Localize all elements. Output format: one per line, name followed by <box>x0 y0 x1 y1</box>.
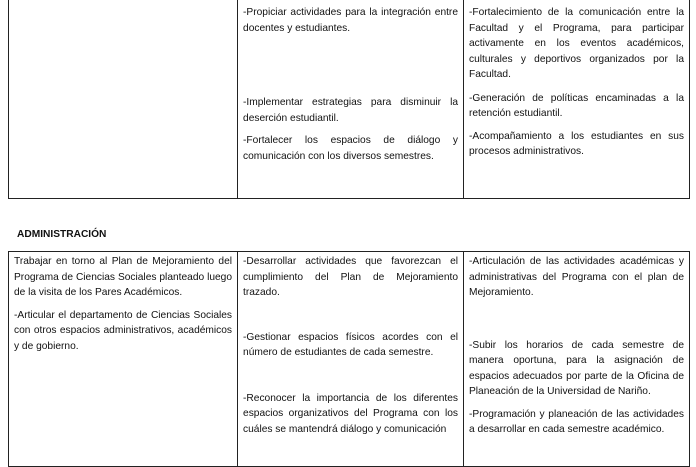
table-cell-strategies <box>238 0 464 199</box>
table-row <box>9 0 690 199</box>
list-item: -Propiciar actividades para la integración entre docentes y estudiantes. <box>243 7 458 34</box>
list-item: -Implementar estrategias para disminuir la deserción estudiantil. <box>243 97 458 124</box>
table-cell-actions <box>464 0 690 199</box>
list-item: -Articular el departamento de Ciencias Sociales con otros espacios administrativos, académicos y de gobierno. <box>14 309 233 352</box>
list-item: -Acompañamiento a los estudiantes en sus procesos administrativos. <box>469 130 684 157</box>
table-cell-actions <box>464 252 690 467</box>
list-item: Trabajar en torno al Plan de Mejoramiento del Programa de Ciencias Sociales planteado luego de la visita de los Pares Académicos. <box>14 256 233 298</box>
list-item: -Articulación de las actividades académicas y administrativas del Programa con el plan de Mejoramiento. <box>469 256 684 298</box>
list-item: -Generación de políticas encaminadas a la retención estudiantil. <box>469 92 684 119</box>
list-item: -Fortalecer los espacios de diálogo y comunicación con los diversos semestres. <box>243 135 458 162</box>
table-cell-empty <box>9 0 238 199</box>
section-heading: ADMINISTRACIÓN <box>17 229 107 240</box>
table-cell-objectives <box>9 252 238 467</box>
list-item: -Fortalecimiento de la comunicación entre la Facultad y el Programa, para participar activamente en los eventos académicos, culturales y deportivos organizados por la Facultad. <box>469 7 684 80</box>
table-row <box>9 252 690 467</box>
objectives-table-top <box>8 0 690 199</box>
list-item: -Gestionar espacios físicos acordes con el número de estudiantes de cada semestre. <box>243 331 458 358</box>
list-item: -Programación y planeación de las actividades a desarrollar en cada semestre académico. <box>469 408 684 435</box>
list-item: -Subir los horarios de cada semestre de manera oportuna, para la asignación de espacios adecuados por parte de la Oficina de Planeación de la Universidad de Nariño. <box>469 339 684 397</box>
administration-table <box>8 251 690 467</box>
list-item: -Reconocer la importancia de los diferentes espacios organizativos del Programa con los cuáles se mantendrá diálogo y comunicación <box>243 392 458 435</box>
table-cell-strategies <box>238 252 464 467</box>
list-item: -Desarrollar actividades que favorezcan el cumplimiento del Plan de Mejoramiento trazado. <box>243 256 458 298</box>
